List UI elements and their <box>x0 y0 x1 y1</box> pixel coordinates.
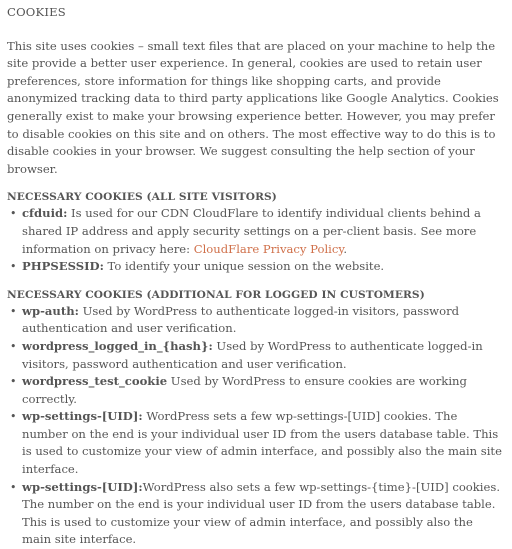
cookie-description: WordPress sets a few wp-settings-[UID] cookies. The number on the end is your individual user ID from the users database table. This is used to customize your view of admin interface, and possibly also the main site interface. <box>22 409 502 477</box>
cookie-description: Used by WordPress to ensure cookies are working correctly. <box>22 374 467 406</box>
cookie-description: Used by WordPress to authenticate logged-in visitors, password authentication and user verification. <box>22 303 460 336</box>
cookie-name: wp-auth: <box>22 303 79 318</box>
cookie-description: To identify your unique session on the website. <box>103 259 385 274</box>
necessary-cookies-heading: NECESSARY COOKIES (ALL SITE VISITORS) <box>7 191 277 204</box>
bullet-icon: • <box>10 339 17 353</box>
cookie-name: wp-settings-[UID]: <box>22 479 143 494</box>
cookie-description: Is used for our CDN CloudFlare to identify individual clients behind a shared IP address and apply security settings on a per-client basis. See more information on privacy here: <box>22 206 481 256</box>
bullet-icon: • <box>10 480 17 494</box>
cookie-description-end: . <box>343 241 348 256</box>
cookie-name: cfduid: <box>22 206 68 221</box>
logged-in-cookies-list <box>7 303 505 549</box>
intro-paragraph: This site uses cookies – small text files that are placed on your machine to help the site provide a better user experience. In general, cookies are used to retain user preferences, store information for things like shopping carts, and provide anonymized tracking data to third party applications like Google Analytics. Cookies generally exist to make your browsing experience better. However, you may prefer to disable cookies on this site and on others. The most effective way to do this is to disable cookies in your browser. We suggest consulting the help section of your browser. <box>7 38 499 176</box>
bullet-icon: • <box>10 375 17 389</box>
cookie-name: wordpress_test_cookie <box>22 374 168 389</box>
cookie-name: wordpress_logged_in_{hash}: <box>22 338 213 353</box>
list-item-wordpress-test-cookie <box>10 373 505 408</box>
list-item-wp-auth <box>10 303 505 338</box>
necessary-cookies-list <box>7 205 505 275</box>
bullet-icon: • <box>10 260 17 274</box>
list-item-cfduid <box>10 205 505 258</box>
page-title: COOKIES <box>7 5 66 19</box>
list-item-wp-settings-uid <box>10 408 505 478</box>
cookie-name: wp-settings-[UID]: <box>22 409 143 424</box>
cookie-name: PHPSESSID: <box>22 259 104 274</box>
cookie-description: Used by WordPress to authenticate logged-in visitors, password authentication and user verification. <box>22 338 483 371</box>
bullet-icon: • <box>10 304 17 318</box>
list-item-phpsessid <box>10 258 505 276</box>
list-item-wordpress-logged-in <box>10 338 505 373</box>
cloudflare-privacy-policy-link[interactable]: CloudFlare Privacy Policy <box>193 241 344 256</box>
list-item-wp-settings-time-uid <box>10 479 505 549</box>
cookie-description: WordPress also sets a few wp-settings-{time}-[UID] cookies. The number on the end is your individual user ID from the users database table. This is used to customize your view of admin interface, and possibly also the main site interface. <box>22 479 501 547</box>
logged-in-cookies-heading: NECESSARY COOKIES (ADDITIONAL FOR LOGGED IN CUSTOMERS) <box>7 288 425 301</box>
bullet-icon: • <box>10 207 17 221</box>
bullet-icon: • <box>10 410 17 424</box>
